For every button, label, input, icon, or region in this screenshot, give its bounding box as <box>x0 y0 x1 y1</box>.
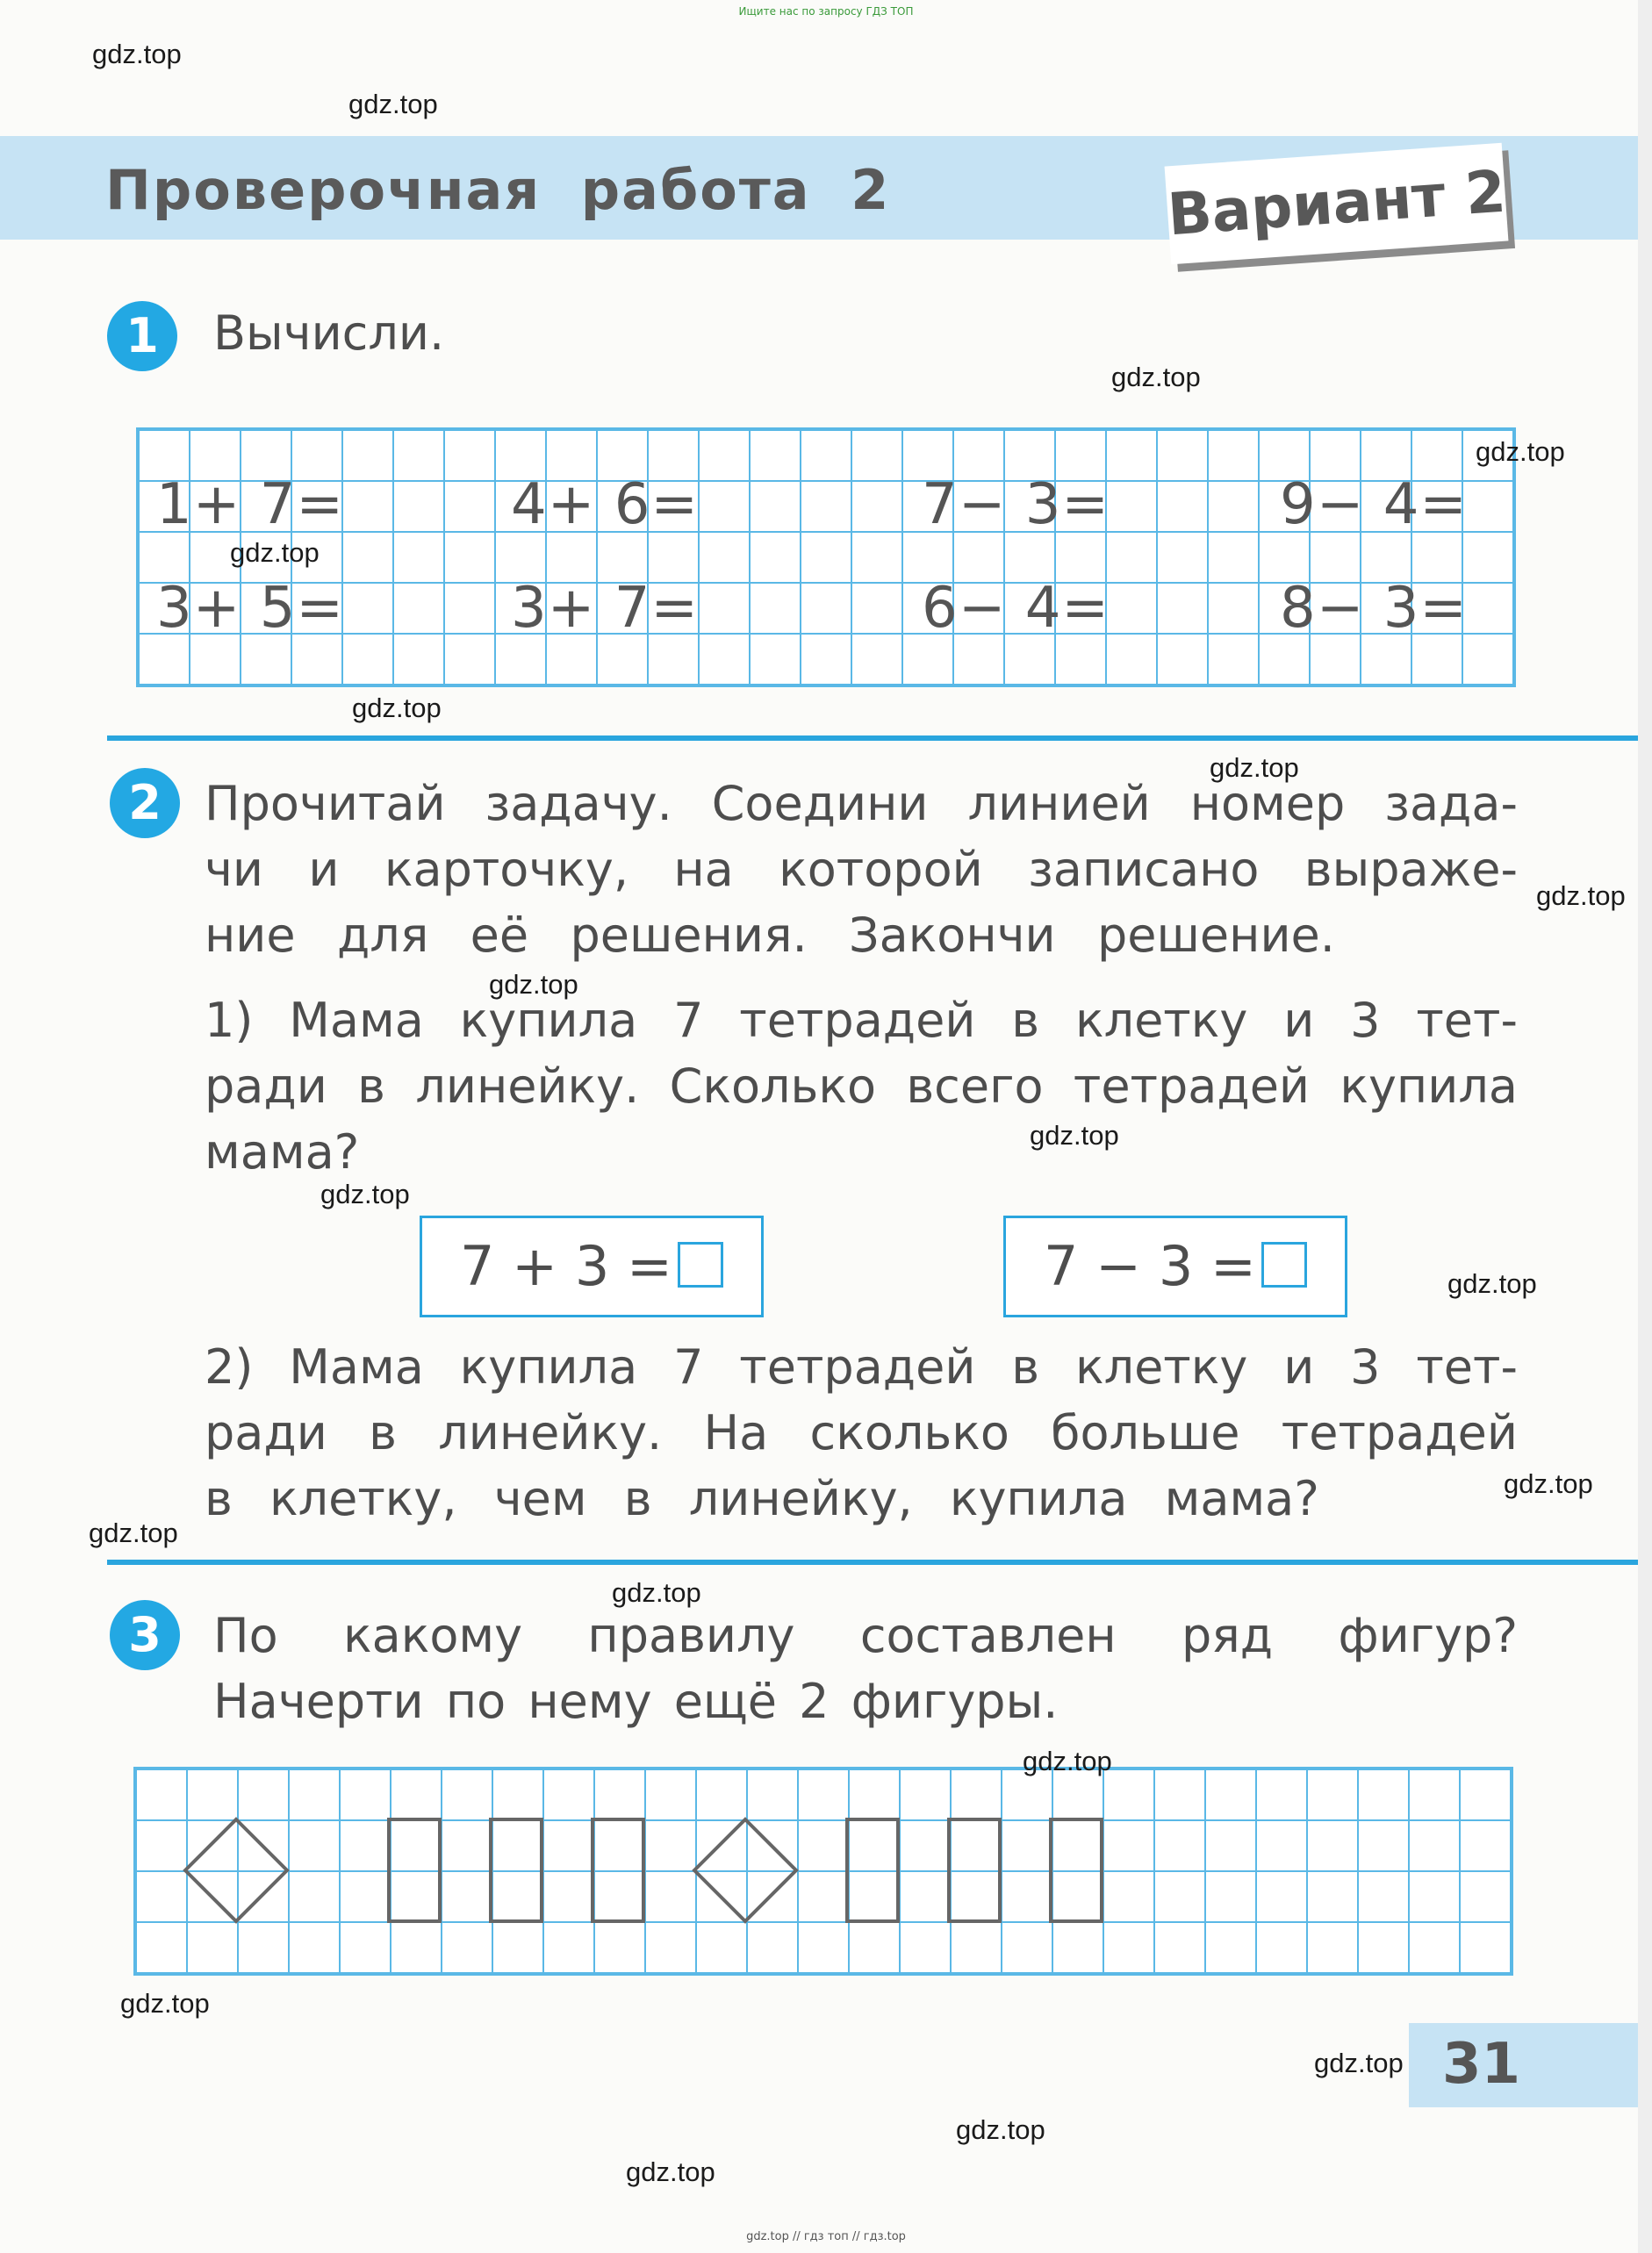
task-3-text <box>213 1603 1518 1734</box>
watermark: gdz.top <box>1504 1468 1593 1499</box>
text-line: ради в линейку. Сколько всего тетрадей купила <box>205 1058 1518 1114</box>
text-line: ние для её решения. Закончи решение. <box>205 908 1335 963</box>
rectangle-figure <box>593 1819 643 1921</box>
top-search-note: Ищите нас по запросу ГДЗ ТОП <box>738 5 914 18</box>
text-line: 1) Мама купила 7 тетрадей в клетку и 3 тет- <box>205 993 1518 1048</box>
section-divider <box>107 1560 1638 1565</box>
watermark: gdz.top <box>1536 880 1626 911</box>
problem-1-text <box>205 987 1518 1185</box>
task-2-instruction <box>205 771 1518 968</box>
text-line: в клетку, чем в линейку, купила мама? <box>205 1471 1319 1526</box>
rectangle-figure <box>389 1819 440 1921</box>
task-3-number: 3 <box>110 1600 180 1670</box>
answer-box[interactable] <box>678 1242 723 1288</box>
expression: 3+ 5= <box>156 576 345 641</box>
expression: 4+ 6= <box>511 472 700 537</box>
watermark: gdz.top <box>1476 436 1565 467</box>
expression: 9− 4= <box>1280 472 1469 537</box>
watermark: gdz.top <box>1314 2048 1404 2078</box>
watermark: gdz.top <box>626 2156 715 2187</box>
watermark: gdz.top <box>348 89 438 119</box>
text-line: мама? <box>205 1124 360 1180</box>
text-line: чи и карточку, на которой записано выраже- <box>205 842 1518 897</box>
expression: 8− 3= <box>1280 576 1469 641</box>
watermark: gdz.top <box>230 537 320 568</box>
watermark: gdz.top <box>489 969 578 1000</box>
expression: 3+ 7= <box>511 576 700 641</box>
watermark: gdz.top <box>352 692 442 723</box>
expression: 1+ 7= <box>156 472 345 537</box>
task-1-text: Вычисли. <box>213 305 445 361</box>
expression-card-1[interactable]: 7 + 3 = <box>420 1216 764 1317</box>
watermark: gdz.top <box>320 1179 410 1209</box>
watermark: gdz.top <box>1210 752 1299 783</box>
watermark: gdz.top <box>92 39 182 69</box>
watermark: gdz.top <box>1111 362 1201 392</box>
page-title: Проверочная работа 2 <box>105 158 891 222</box>
watermark: gdz.top <box>956 2114 1045 2145</box>
text-line: Прочитай задачу. Соедини линией номер зада- <box>205 776 1518 831</box>
task-2-number: 2 <box>110 768 180 838</box>
watermark: gdz.top <box>1030 1120 1119 1151</box>
page-number: 31 <box>1442 2032 1521 2097</box>
watermark: gdz.top <box>120 1988 210 2019</box>
text-line: По какому правилу составлен ряд фигур? <box>213 1608 1518 1663</box>
task-1-number: 1 <box>107 301 177 371</box>
answer-box[interactable] <box>1261 1242 1307 1288</box>
rectangle-figure <box>847 1819 898 1921</box>
watermark: gdz.top <box>89 1518 178 1548</box>
rectangle-figure <box>1051 1819 1102 1921</box>
expression: 6− 4= <box>922 576 1110 641</box>
problem-2-text <box>205 1334 1518 1532</box>
task-1-grid <box>136 427 1516 687</box>
watermark: gdz.top <box>1447 1268 1537 1299</box>
page-edge <box>1638 0 1652 2253</box>
variant-badge: Вариант 2 <box>1165 143 1509 265</box>
expression: 7− 3= <box>922 472 1110 537</box>
text-line: 2) Мама купила 7 тетрадей в клетку и 3 тет- <box>205 1339 1518 1395</box>
text-line: Начерти по нему ещё 2 фигуры. <box>213 1674 1059 1729</box>
expression-card-2[interactable]: 7 − 3 = <box>1003 1216 1347 1317</box>
rhombus-figure <box>185 1819 287 1921</box>
watermark: gdz.top <box>1023 1746 1112 1776</box>
rectangle-figure <box>491 1819 542 1921</box>
figure-row <box>133 1767 1513 1976</box>
section-divider <box>107 735 1638 741</box>
watermark: gdz.top <box>612 1577 701 1608</box>
text-line: ради в линейку. На сколько больше тетрадей <box>205 1405 1518 1460</box>
rectangle-figure <box>949 1819 1000 1921</box>
footer-note: gdz.top // гдз топ // гдз.top <box>746 2230 906 2243</box>
page-number-tab <box>1409 2023 1638 2107</box>
rhombus-figure <box>694 1819 796 1921</box>
